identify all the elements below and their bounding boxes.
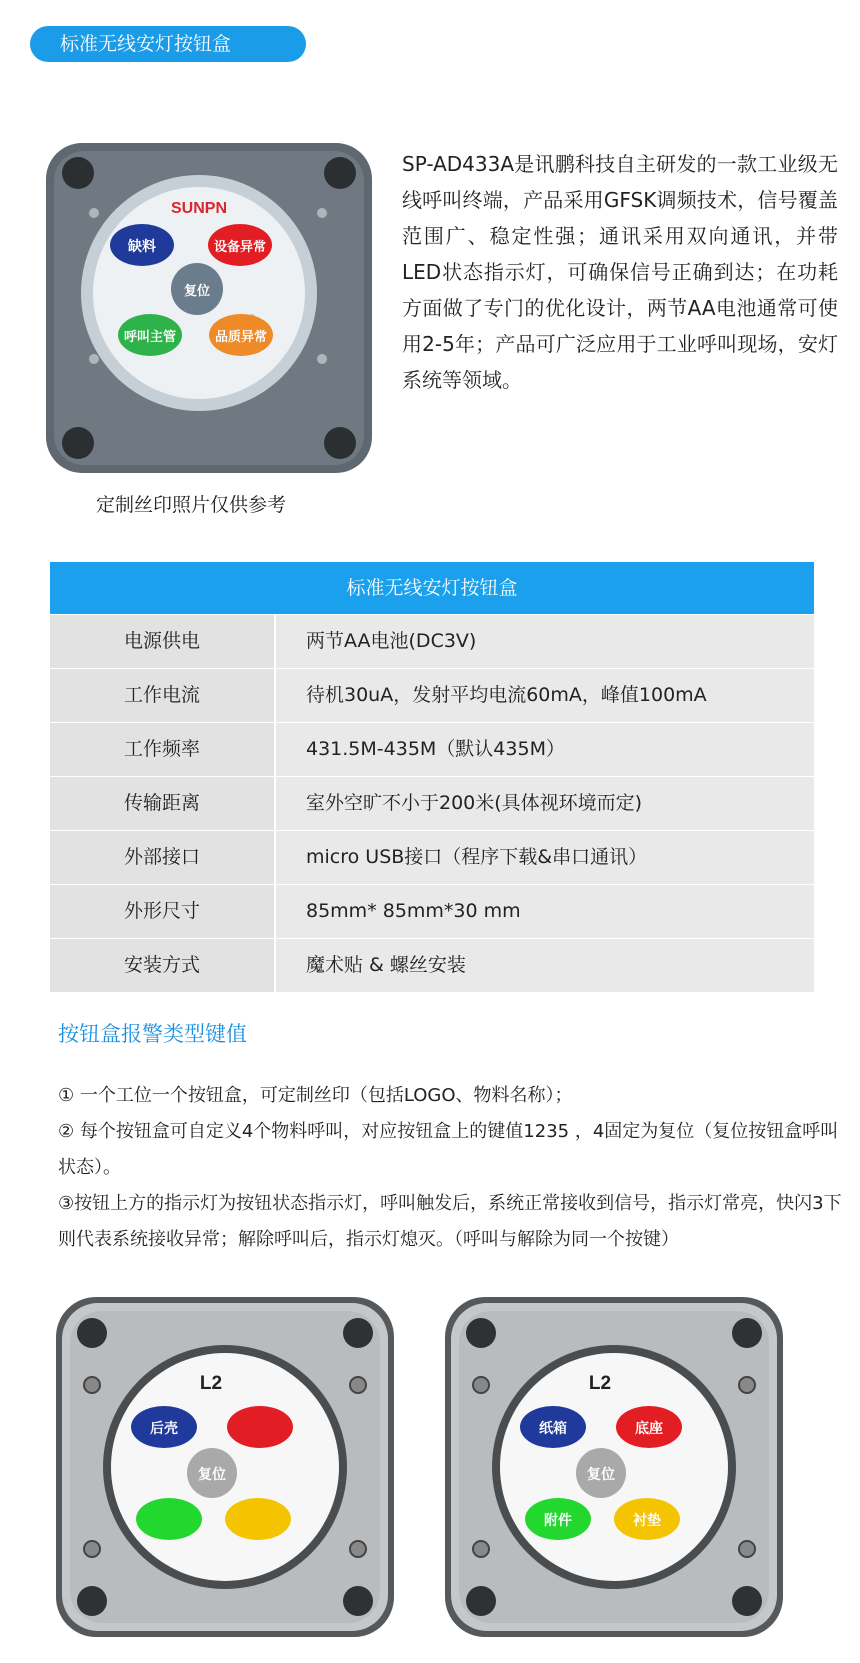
spec-row xyxy=(50,830,814,884)
spec-value: micro USB接口（程序下载&串口通讯） xyxy=(274,831,814,884)
spec-key: 工作频率 xyxy=(50,723,274,776)
key-note-2: ② 每个按钮盒可自定义4个物料呼叫，对应按钮盒上的键值1235 ，4固定为复位（复位按钮盒呼叫状态）。 xyxy=(58,1121,839,1178)
product-button-4-label: 呼叫主管 xyxy=(123,330,177,345)
example-1-button-4 xyxy=(136,1498,202,1540)
spec-row xyxy=(50,668,814,722)
example-2-label: L2 xyxy=(588,1373,612,1394)
example-1-label: L2 xyxy=(199,1373,223,1394)
spec-table-title: 标准无线安灯按钮盒 xyxy=(50,562,814,614)
spec-key: 外部接口 xyxy=(50,831,274,884)
spec-key: 传输距离 xyxy=(50,777,274,830)
spec-table xyxy=(50,562,814,992)
spec-key: 工作电流 xyxy=(50,669,274,722)
key-section-title: 按钮盒报警类型键值 xyxy=(58,1022,247,1046)
spec-key: 外形尺寸 xyxy=(50,885,274,938)
button-box-example-2-illustration xyxy=(445,1297,783,1637)
spec-value: 室外空旷不小于200米(具体视环境而定) xyxy=(274,777,814,830)
example-2-button-1-label: 纸箱 xyxy=(539,1421,567,1437)
example-2-button-4-label: 附件 xyxy=(544,1513,572,1529)
spec-row xyxy=(50,722,814,776)
example-1-button-5 xyxy=(225,1498,291,1540)
example-2-button-2-label: 底座 xyxy=(635,1421,663,1437)
key-note-3: ③按钮上方的指示灯为按钮状态指示灯，呼叫触发后，系统正常接收到信号，指示灯常亮，快闪3下则代表系统接收异常；解除呼叫后，指示灯熄灭。（呼叫与解除为同一个按键） xyxy=(58,1193,842,1250)
spec-value: 两节AA电池(DC3V) xyxy=(274,615,814,668)
example-2-button-5-label: 衬垫 xyxy=(633,1513,661,1529)
spec-row xyxy=(50,884,814,938)
spec-key: 安装方式 xyxy=(50,939,274,992)
button-box-example-1-illustration xyxy=(56,1297,394,1637)
section-header-title: 标准无线安灯按钮盒 xyxy=(60,33,232,55)
spec-row xyxy=(50,938,814,992)
spec-value: 431.5M-435M（默认435M） xyxy=(274,723,814,776)
example-1-button-1-label: 后壳 xyxy=(150,1421,178,1437)
spec-row xyxy=(50,614,814,668)
product-button-3-label: 复位 xyxy=(183,284,211,299)
product-brand-label: SUNPN xyxy=(170,200,228,217)
product-button-2-label: 设备异常 xyxy=(213,240,267,255)
example-1-button-3-label: 复位 xyxy=(198,1467,226,1483)
spec-row xyxy=(50,776,814,830)
spec-value: 待机30uA，发射平均电流60mA，峰值100mA xyxy=(274,669,814,722)
key-note-1: ① 一个工位一个按钮盒，可定制丝印（包括LOGO、物料名称）； xyxy=(58,1085,573,1106)
section-header-pill xyxy=(30,26,306,62)
example-1-button-2 xyxy=(227,1406,293,1448)
example-2-button-3-label: 复位 xyxy=(587,1467,615,1483)
button-box-illustration xyxy=(46,143,372,473)
product-description: SP-AD433A是讯鹏科技自主研发的一款工业级无线呼叫终端，产品采用GFSK调频技术，信号覆盖范围广、稳定性强；通讯采用双向通讯，并带LED状态指示灯，可确保信号正确到达；在功耗方面做了专门的优化设计，两节AA电池通常可使用2-5年；产品可广泛应用于工业呼叫现场，安灯系统等领域。 xyxy=(402,152,838,392)
button-box-example-1 xyxy=(56,1297,394,1637)
button-box-example-2 xyxy=(445,1297,783,1637)
product-button-5-label: 品质异常 xyxy=(214,330,268,345)
spec-value: 85mm* 85mm*30 mm xyxy=(274,885,814,938)
product-button-1-label: 缺料 xyxy=(128,239,156,255)
spec-key: 电源供电 xyxy=(50,615,274,668)
product-photo xyxy=(46,143,372,473)
spec-value: 魔术贴 & 螺丝安装 xyxy=(274,939,814,992)
product-photo-caption: 定制丝印照片仅供参考 xyxy=(95,494,286,516)
